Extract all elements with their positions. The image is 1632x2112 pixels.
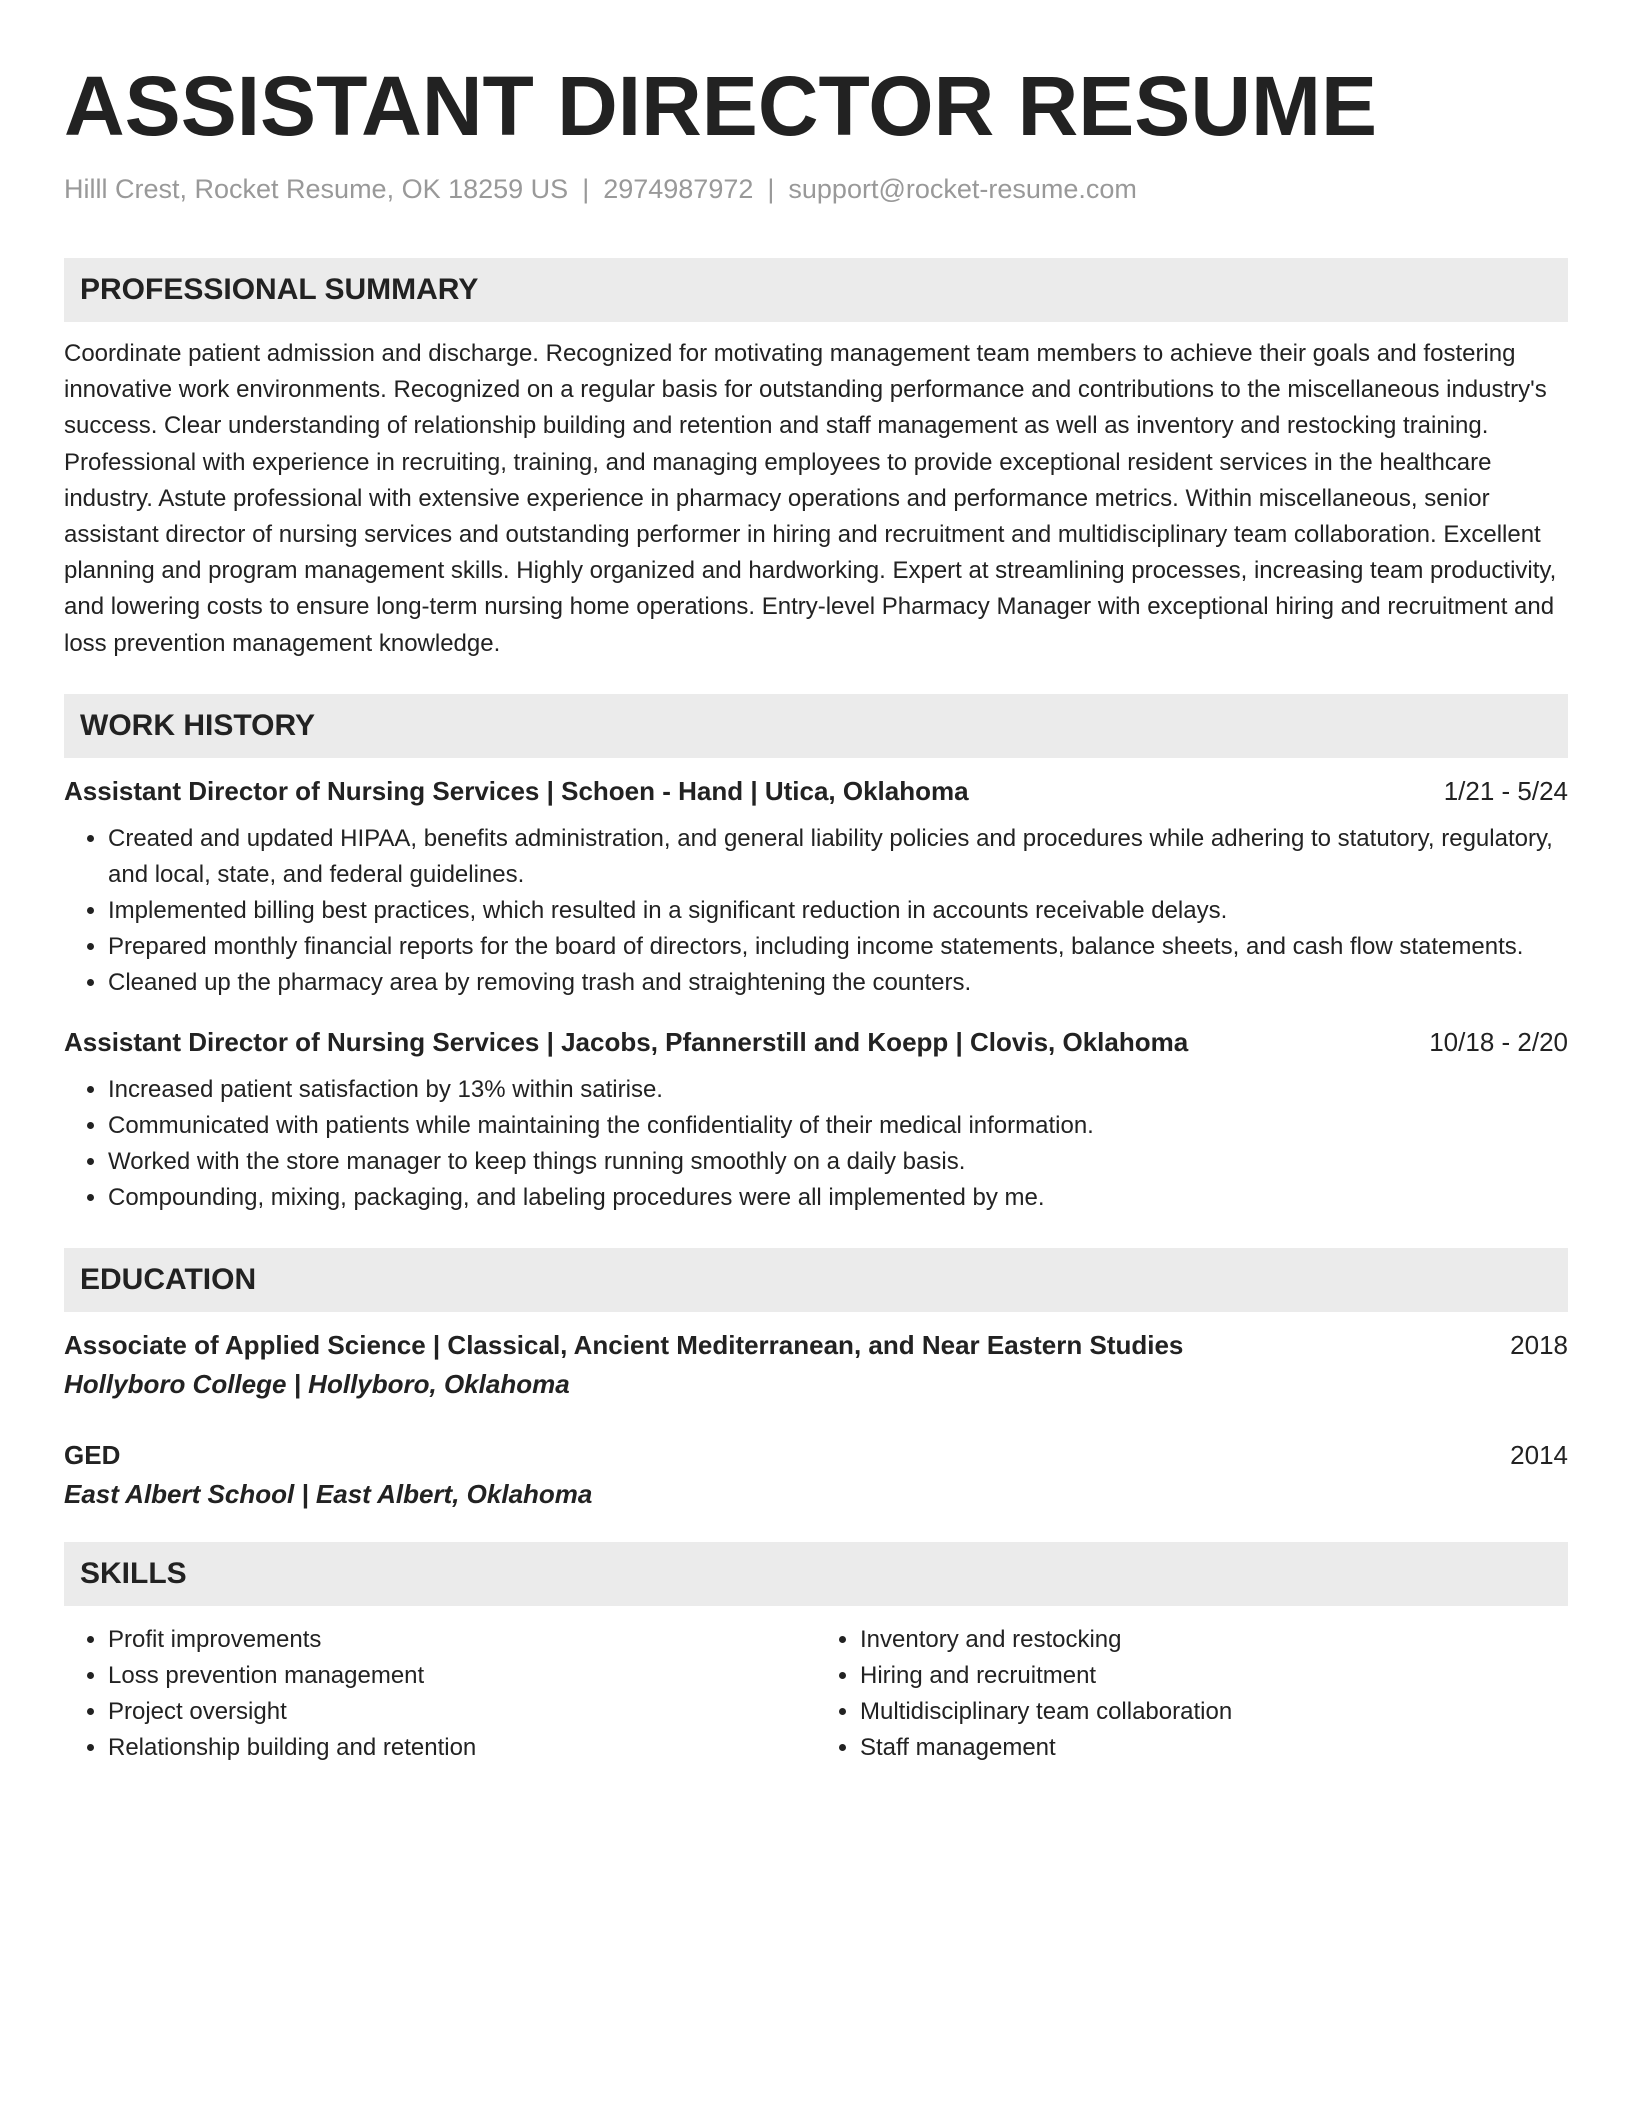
contact-separator: | [582,174,590,204]
education-entry [64,1440,1568,1510]
job-bullet: • Prepared monthly financial reports for the board of directors, including income statements, balance sheets, and cash flow statements. [108,929,1568,965]
job-dates: 1/21 - 5/24 [1443,775,1568,806]
job-bullets [64,1072,1568,1216]
job-bullet: • Cleaned up the pharmacy area by removing trash and straightening the counters. [108,965,1568,1001]
job-header-row [64,776,1568,807]
job-heading: Assistant Director of Nursing Services | Schoen - Hand | Utica, Oklahoma [64,775,969,806]
summary-text: Coordinate patient admission and discharge. Recognized for motivating management team members to achieve their goals and fostering innovative work environments. Recognized on a regular basis for outstanding performance and contributions to the miscellaneous industry's success. Clear understanding of relationship building and retention and staff management as well as inventory and restocking training. Professional with experience in recruiting, training, and managing employees to provide exceptional resident services in the healthcare industry. Astute professional with extensive experience in pharmacy operations and performance metrics. Within miscellaneous, senior assistant director of nursing services and outstanding performer in hiring and recruitment and multidisciplinary team collaboration. Excellent planning and program management skills. Highly organized and hardworking. Expert at streamlining processes, increasing team productivity, and lowering costs to ensure long-term nursing home operations. Entry-level Pharmacy Manager with exceptional hiring and recruitment and loss prevention management knowledge. [64,340,1557,657]
job-bullet: • Increased patient satisfaction by 13% within satirise. [108,1072,1568,1108]
section-header-work: WORK HISTORY [64,694,1568,758]
education-year: 2018 [1510,1329,1568,1360]
education-entry [64,1330,1568,1400]
job-bullet: • Worked with the store manager to keep things running smoothly on a daily basis. [108,1144,1568,1180]
contact-address: Hilll Crest, Rocket Resume, OK 18259 US [64,174,569,204]
job-bullet: • Compounding, mixing, packaging, and labeling procedures were all implemented by me. [108,1180,1568,1216]
contact-email: support@rocket-resume.com [788,174,1137,204]
skill-item: • Hiring and recruitment [860,1658,1568,1694]
section-header-skills: SKILLS [64,1542,1568,1606]
education-year: 2014 [1510,1439,1568,1470]
job-bullets [64,821,1568,1001]
job-bullet: • Created and updated HIPAA, benefits administration, and general liability policies and procedures while adhering to statutory, regulatory, and local, state, and federal guidelines. [108,821,1568,893]
skill-item: • Project oversight [108,1694,816,1730]
contact-phone: 2974987972 [603,174,754,204]
section-header-education: EDUCATION [64,1248,1568,1312]
job-entry [64,1027,1568,1216]
job-bullet: • Implemented billing best practices, which resulted in a significant reduction in accounts receivable delays. [108,893,1568,929]
skill-item: • Relationship building and retention [108,1730,816,1766]
job-heading: Assistant Director of Nursing Services | Jacobs, Pfannerstill and Koepp | Clovis, Oklahoma [64,1026,1189,1057]
education-school: Hollyboro College | Hollyboro, Oklahoma [64,1368,570,1399]
education-header-row [64,1440,1568,1471]
section-header-summary: PROFESSIONAL SUMMARY [64,258,1568,322]
skill-item: • Profit improvements [108,1622,816,1658]
skills-column-left [64,1622,816,1766]
skill-item: • Staff management [860,1730,1568,1766]
skill-item: • Inventory and restocking [860,1622,1568,1658]
contact-separator: | [767,174,775,204]
job-dates: 10/18 - 2/20 [1429,1026,1568,1057]
skill-item: • Multidisciplinary team collaboration [860,1694,1568,1730]
education-header-row [64,1330,1568,1361]
education-degree: GED [64,1439,121,1470]
education-degree: Associate of Applied Science | Classical, Ancient Mediterranean, and Near Eastern Studies [64,1329,1184,1360]
job-entry [64,776,1568,1001]
job-header-row [64,1027,1568,1058]
job-bullet: • Communicated with patients while maintaining the confidentiality of their medical information. [108,1108,1568,1144]
education-school: East Albert School | East Albert, Oklahoma [64,1478,593,1509]
contact-line [64,172,1568,206]
skill-item: • Loss prevention management [108,1658,816,1694]
resume-title: ASSISTANT DIRECTOR RESUME [64,59,1377,153]
skills-list [64,1622,1568,1766]
skills-column-right [816,1622,1568,1766]
